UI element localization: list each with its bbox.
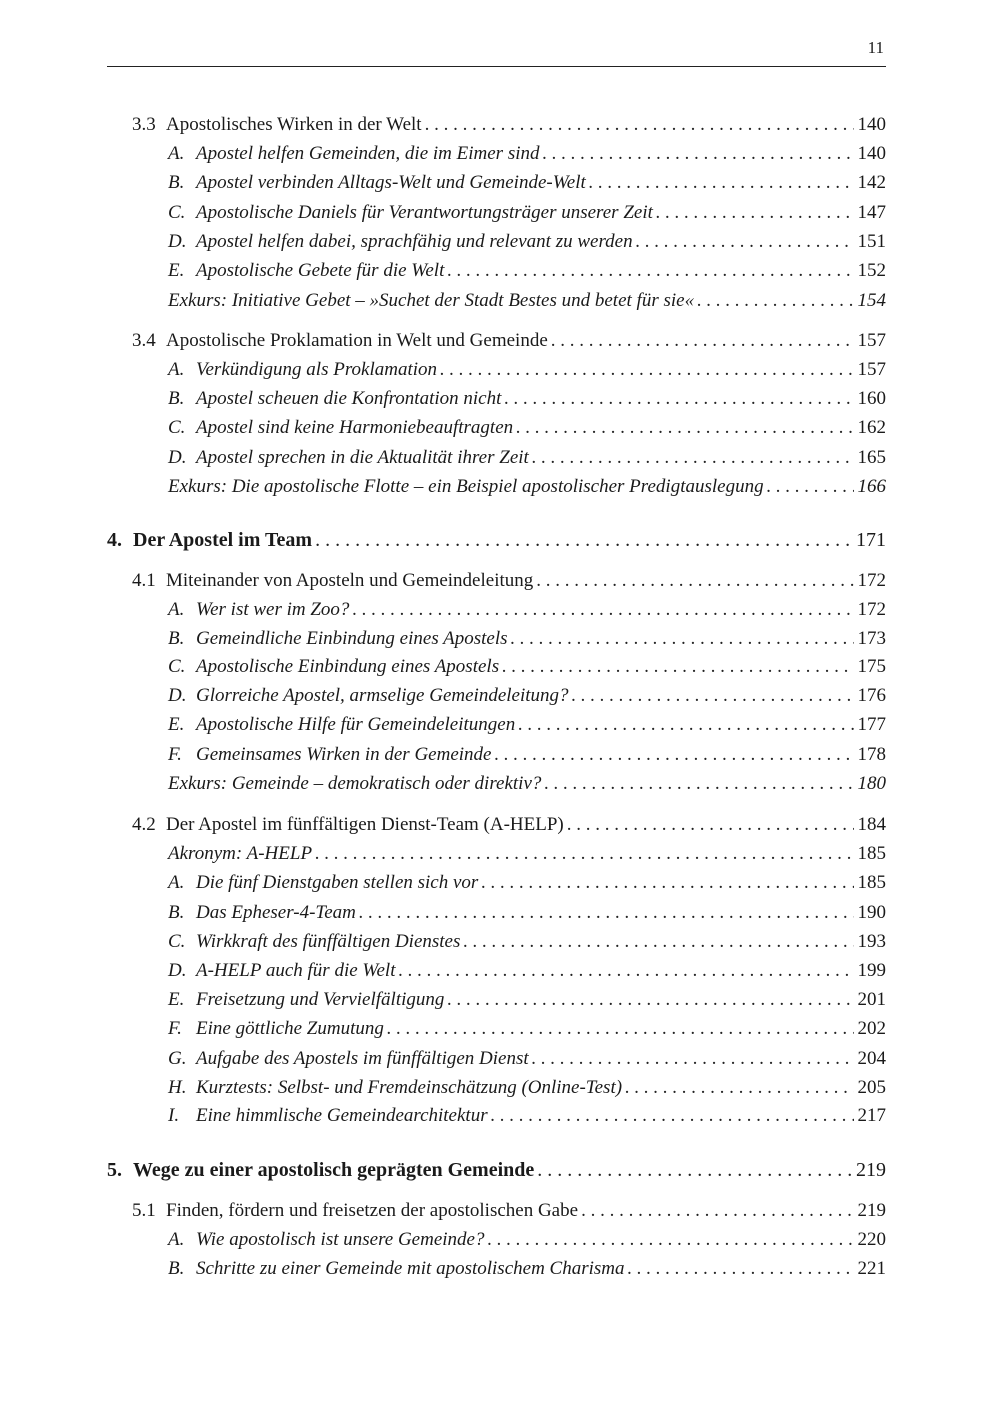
toc-entry-title: Eine himmlische Gemeindearchitektur — [196, 1105, 488, 1126]
toc-entry-page: 152 — [857, 260, 886, 281]
toc-entry-label — [132, 814, 567, 836]
leader-dots — [516, 417, 853, 439]
toc-entry-number: E. — [168, 989, 185, 1010]
toc-entry — [168, 1229, 886, 1257]
toc-entry-title: Das Epheser-4-Team — [196, 902, 356, 923]
toc-entry-label — [132, 114, 425, 136]
toc-entry-title: Die fünf Dienstgaben stellen sich vor — [196, 872, 479, 893]
toc-entry-label — [168, 1258, 628, 1280]
toc-entry — [168, 447, 886, 475]
toc-entry-page: 204 — [857, 1048, 886, 1069]
toc-entry-number: A. — [168, 1229, 185, 1250]
toc-entry-page: 193 — [857, 931, 886, 952]
toc-entry-label — [168, 1048, 532, 1070]
toc-entry-title: Apostolische Proklamation in Welt und Gemeinde — [166, 330, 548, 351]
toc-entry-label — [168, 599, 352, 621]
leader-dots — [502, 656, 853, 678]
leader-dots — [636, 231, 854, 253]
toc-entry-title: Glorreiche Apostel, armselige Gemeindeleitung? — [196, 685, 569, 706]
toc-entry — [107, 529, 886, 557]
leader-dots — [494, 744, 853, 766]
toc-entry-page: 154 — [857, 290, 886, 311]
toc-entry-label — [168, 476, 767, 498]
toc-entry-page: 184 — [857, 814, 886, 835]
toc-entry-number: F. — [168, 744, 182, 765]
toc-entry-number: D. — [168, 960, 187, 981]
toc-entry-label — [168, 843, 315, 865]
leader-dots — [572, 685, 854, 707]
toc-entry-title: Miteinander von Aposteln und Gemeindeleitung — [166, 570, 534, 591]
toc-entry — [168, 628, 886, 656]
leader-dots — [532, 447, 854, 469]
toc-entry-number: 4.1 — [132, 570, 156, 591]
leader-dots — [551, 330, 854, 352]
toc-entry-page: 171 — [856, 529, 886, 551]
toc-entry-label — [168, 172, 589, 194]
toc-entry-title: Finden, fördern und freisetzen der apostolischen Gabe — [166, 1200, 579, 1221]
toc-entry-number: G. — [168, 1048, 187, 1069]
toc-entry-number: 3.4 — [132, 330, 156, 351]
leader-dots — [315, 843, 853, 865]
leader-dots — [589, 172, 854, 194]
toc-entry-page: 220 — [857, 1229, 886, 1250]
toc-entry-label — [168, 143, 543, 165]
toc-entry-page: 172 — [857, 570, 886, 591]
leader-dots — [567, 814, 854, 836]
toc-entry-title: Apostolische Daniels für Verantwortungsträger unserer Zeit — [196, 202, 653, 223]
toc-entry-number: A. — [168, 359, 185, 380]
toc-entry-page: 162 — [857, 417, 886, 438]
toc-entry — [168, 417, 886, 445]
toc-entry-number: E. — [168, 714, 185, 735]
toc-entry-title: Akronym: A-HELP — [168, 843, 313, 864]
toc-entry-title: Apostel sind keine Harmoniebeauftragten — [196, 417, 514, 438]
leader-dots — [767, 476, 854, 498]
toc-entry-title: Apostel helfen dabei, sprachfähig und relevant zu werden — [196, 231, 633, 252]
toc-entry-title: Apostel sprechen in die Aktualität ihrer Zeit — [196, 447, 529, 468]
toc-entry-label — [168, 656, 502, 678]
toc-entry-title: Wer ist wer im Zoo? — [196, 599, 350, 620]
leader-dots — [543, 143, 854, 165]
toc-entry-title: Apostolische Einbindung eines Apostels — [196, 656, 500, 677]
toc-entry — [168, 476, 886, 504]
toc-entry — [168, 260, 886, 288]
leader-dots — [504, 388, 853, 410]
toc-entry-page: 142 — [857, 172, 886, 193]
toc-entry-label — [168, 1018, 387, 1040]
toc-entry-number: C. — [168, 417, 186, 438]
toc-entry-label — [168, 417, 516, 439]
toc-entry-number: A. — [168, 143, 185, 164]
toc-entry — [168, 143, 886, 171]
toc-entry-page: 217 — [857, 1105, 886, 1126]
leader-dots — [487, 1229, 853, 1251]
toc-entry-number: H. — [168, 1077, 187, 1098]
toc-entry-label — [168, 773, 544, 795]
toc-entry — [168, 843, 886, 871]
toc-entry-title: Eine göttliche Zumutung — [196, 1018, 384, 1039]
toc-entry-title: Wirkkraft des fünffältigen Dienstes — [196, 931, 461, 952]
toc-entry — [168, 359, 886, 387]
toc-entry-title: Schritte zu einer Gemeinde mit apostolischem Charisma — [196, 1258, 625, 1279]
toc-entry-title: Exkurs: Initiative Gebet – »Suchet der Stadt Bestes und betet für sie« — [168, 290, 695, 311]
toc-entry-title: Apostel helfen Gemeinden, die im Eimer sind — [196, 143, 540, 164]
toc-entry-label — [168, 685, 572, 707]
toc-entry-page: 185 — [857, 843, 886, 864]
leader-dots — [544, 773, 853, 795]
leader-dots — [481, 872, 853, 894]
toc-entry-number: D. — [168, 447, 187, 468]
toc-entry-page: 199 — [857, 960, 886, 981]
toc-entry-page: 147 — [857, 202, 886, 223]
toc-entry-page: 165 — [857, 447, 886, 468]
toc-entry — [168, 1077, 886, 1105]
toc-entry-page: 205 — [857, 1077, 886, 1098]
toc-entry — [107, 1159, 886, 1187]
leader-dots — [315, 529, 852, 552]
toc-entry — [168, 1258, 886, 1286]
leader-dots — [447, 989, 853, 1011]
toc-entry-number: 5. — [107, 1159, 122, 1181]
leader-dots — [511, 628, 854, 650]
toc-entry-number: A. — [168, 599, 185, 620]
leader-dots — [447, 260, 853, 282]
toc-entry — [132, 1200, 886, 1228]
toc-entry-label — [132, 330, 551, 352]
toc-entry-number: A. — [168, 872, 185, 893]
toc-entry — [168, 172, 886, 200]
leader-dots — [463, 931, 853, 953]
toc-entry-title: Gemeinsames Wirken in der Gemeinde — [196, 744, 492, 765]
toc-entry-label — [168, 872, 481, 894]
toc-entry-number: C. — [168, 656, 186, 677]
toc-entry-title: Apostolische Gebete für die Welt — [196, 260, 445, 281]
toc-entry-number: C. — [168, 202, 186, 223]
leader-dots — [625, 1077, 853, 1099]
toc-entry-page: 219 — [856, 1159, 886, 1181]
toc-entry-page: 201 — [857, 989, 886, 1010]
toc-entry-page: 180 — [857, 773, 886, 794]
toc-entry-number: D. — [168, 685, 187, 706]
toc-entry — [168, 1018, 886, 1046]
toc-entry-number: 4.2 — [132, 814, 156, 835]
leader-dots — [491, 1105, 854, 1127]
toc-entry-page: 175 — [857, 656, 886, 677]
toc-entry — [168, 960, 886, 988]
toc-entry — [132, 114, 886, 142]
toc-entry-label — [168, 628, 511, 650]
toc-entry-title: Apostel scheuen die Konfrontation nicht — [196, 388, 502, 409]
toc-entry-number: I. — [168, 1105, 180, 1126]
toc-entry-number: B. — [168, 172, 185, 193]
toc-entry-number: F. — [168, 1018, 182, 1039]
toc-entry-label — [168, 447, 532, 469]
toc-entry-title: Wege zu einer apostolisch geprägten Gemeinde — [133, 1159, 535, 1181]
toc-entry — [168, 656, 886, 684]
toc-entry-number: 3.3 — [132, 114, 156, 135]
leader-dots — [398, 960, 853, 982]
toc-entry — [168, 872, 886, 900]
toc-entry-page: 160 — [857, 388, 886, 409]
toc-entry-label — [168, 359, 440, 381]
toc-entry — [168, 685, 886, 713]
toc-entry-number: B. — [168, 1258, 185, 1279]
toc-entry-label — [132, 1200, 581, 1222]
toc-entry-page: 140 — [857, 114, 886, 135]
toc-entry-page: 166 — [857, 476, 886, 497]
leader-dots — [536, 570, 853, 592]
toc-entry-label — [168, 1105, 491, 1127]
leader-dots — [581, 1200, 853, 1222]
toc-entry-page: 157 — [857, 330, 886, 351]
toc-entry — [168, 231, 886, 259]
toc-entry-title: Der Apostel im fünffältigen Dienst-Team (A-HELP) — [166, 814, 564, 835]
toc-entry-number: B. — [168, 628, 185, 649]
leader-dots — [537, 1159, 852, 1182]
toc-entry-title: A-HELP auch für die Welt — [196, 960, 396, 981]
toc-entry-number: B. — [168, 902, 185, 923]
toc-entry-page: 176 — [857, 685, 886, 706]
header-rule — [107, 66, 886, 67]
toc-entry — [168, 202, 886, 230]
toc-entry — [168, 290, 886, 318]
toc-entry-title: Apostolisches Wirken in der Welt — [166, 114, 422, 135]
toc-entry-page: 178 — [857, 744, 886, 765]
toc-entry-page: 151 — [857, 231, 886, 252]
toc-entry-page: 190 — [857, 902, 886, 923]
toc-entry-title: Apostel verbinden Alltags-Welt und Gemeinde-Welt — [196, 172, 586, 193]
leader-dots — [532, 1048, 854, 1070]
toc-entry-title: Apostolische Hilfe für Gemeindeleitungen — [196, 714, 516, 735]
toc-entry-page: 219 — [857, 1200, 886, 1221]
toc-entry-number: 5.1 — [132, 1200, 156, 1221]
toc-entry-label — [168, 744, 494, 766]
leader-dots — [425, 114, 854, 136]
leader-dots — [628, 1258, 854, 1280]
toc-entry — [168, 744, 886, 772]
toc-entry-label — [168, 1229, 487, 1251]
toc-entry-title: Wie apostolisch ist unsere Gemeinde? — [196, 1229, 485, 1250]
toc-entry — [168, 1048, 886, 1076]
toc-entry-page: 157 — [857, 359, 886, 380]
toc-entry-title: Exkurs: Die apostolische Flotte – ein Beispiel apostolischer Predigtauslegung — [168, 476, 764, 497]
toc-entry — [168, 714, 886, 742]
leader-dots — [697, 290, 853, 312]
toc-entry — [168, 599, 886, 627]
toc-entry — [132, 570, 886, 598]
leader-dots — [518, 714, 853, 736]
toc-entry-page: 185 — [857, 872, 886, 893]
page-number: 11 — [867, 38, 884, 57]
leader-dots — [352, 599, 853, 621]
toc-entry-number: B. — [168, 388, 185, 409]
toc-entry-page: 177 — [857, 714, 886, 735]
toc-entry — [168, 388, 886, 416]
toc-entry-title: Aufgabe des Apostels im fünffältigen Dienst — [196, 1048, 529, 1069]
toc-entry-label — [168, 1077, 625, 1099]
toc-entry-title: Exkurs: Gemeinde – demokratisch oder direktiv? — [168, 773, 542, 794]
toc-entry-label — [168, 202, 656, 224]
toc-entry-number: E. — [168, 260, 185, 281]
toc-entry-page: 172 — [857, 599, 886, 620]
toc-entry-label — [168, 714, 518, 736]
toc-entry — [168, 773, 886, 801]
toc-entry-page: 202 — [857, 1018, 886, 1039]
toc-entry — [132, 814, 886, 842]
toc-entry-page: 221 — [857, 1258, 886, 1279]
toc-entry — [168, 989, 886, 1017]
leader-dots — [387, 1018, 854, 1040]
toc-entry-title: Freisetzung und Vervielfältigung — [196, 989, 445, 1010]
toc-entry-title: Der Apostel im Team — [133, 529, 313, 551]
toc-entry-label — [168, 388, 504, 410]
leader-dots — [440, 359, 854, 381]
toc-entry-label — [168, 989, 447, 1011]
leader-dots — [656, 202, 854, 224]
toc-entry-label — [168, 902, 359, 924]
toc-entry — [168, 902, 886, 930]
toc-entry — [168, 931, 886, 959]
toc-entry-label — [107, 1159, 537, 1182]
toc-entry-number: 4. — [107, 529, 122, 551]
toc-entry-label — [168, 290, 697, 312]
toc-entry-page: 173 — [857, 628, 886, 649]
toc-entry-title: Verkündigung als Proklamation — [196, 359, 437, 380]
toc-entry-number: C. — [168, 931, 186, 952]
leader-dots — [359, 902, 854, 924]
toc-entry-label — [107, 529, 315, 552]
toc-entry-label — [168, 231, 636, 253]
toc-entry-title: Kurztests: Selbst- und Fremdeinschätzung (Online-Test) — [196, 1077, 623, 1098]
toc-entry-number: D. — [168, 231, 187, 252]
toc-entry-title: Gemeindliche Einbindung eines Apostels — [196, 628, 508, 649]
toc-entry-label — [168, 931, 463, 953]
toc-entry-label — [168, 960, 398, 982]
toc-entry-label — [132, 570, 536, 592]
toc-entry — [168, 1105, 886, 1133]
toc-entry-label — [168, 260, 447, 282]
toc-entry — [132, 330, 886, 358]
toc-entry-page: 140 — [857, 143, 886, 164]
